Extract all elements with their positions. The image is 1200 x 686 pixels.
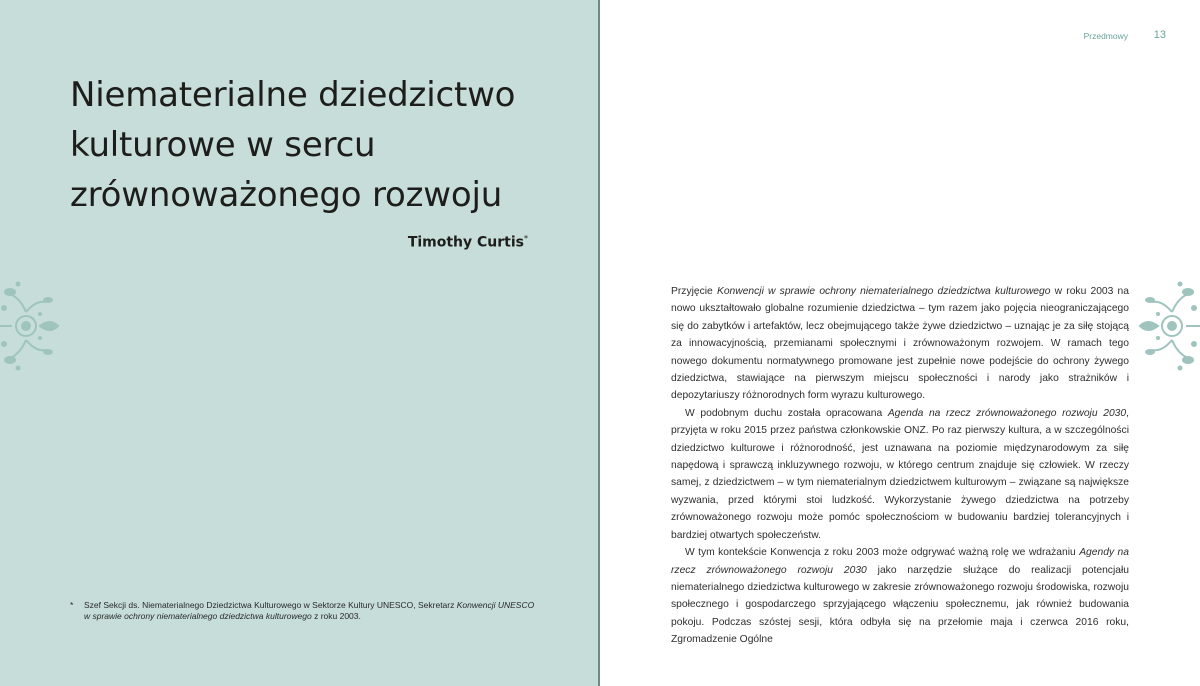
chapter-title-line-1: Niematerialne dziedzictwo (70, 75, 516, 115)
paragraph-italic-title: Agendy na rzecz zrównoważonego rozwoju 2030 (671, 547, 1129, 576)
running-head: Przedmowy (1083, 31, 1128, 41)
chapter-title-line-3: zrównoważonego rozwoju (70, 175, 503, 215)
chapter-title (70, 70, 570, 220)
paragraph-text: , przyjęta w roku 2015 przez państwa członkowskie ONZ. Po raz pierwszy kultura, a w szczególności dziedzictwo kulturowe i różnorodność, jest uznawana na poziomie międzynarodowym za siłę napędową i sprawczą inkluzywnego rozwoju, w którego centrum znajduje się człowiek. W rzeczy samej, z dziedzictwem – w tym niematerialnym dziedzictwem kulturowym – związane są największe wyzwania, przed którymi stoi ludzkość. Wykorzystanie żywego dziedzictwa na potrzeby zrównoważonego rozwoju może pomóc społecznościom w budowaniu bardziej tolerancyjnych i bardziej otwartych społeczeństw. (671, 407, 1129, 541)
paragraph (671, 405, 1129, 544)
author-footnote-mark: * (524, 234, 528, 243)
page-number: 13 (1153, 29, 1166, 41)
chapter-title-line-2: kulturowe w sercu (70, 125, 376, 165)
paragraph-text: W podobnym duchu została opracowana (685, 407, 888, 419)
paragraph (671, 544, 1129, 648)
author-byline (408, 234, 528, 251)
left-page (0, 0, 598, 686)
paragraph-text: Przyjęcie (671, 286, 717, 297)
footnote (70, 600, 540, 622)
paragraph-italic-title: Konwencji w sprawie ochrony niematerialnego dziedzictwa kulturowego (716, 286, 1051, 297)
footnote-text-part-1: Szef Sekcji ds. Niematerialnego Dziedzictwa Kulturowego w Sektorze Kultury UNESCO, Sekretarz (84, 600, 457, 610)
paragraph-text: w roku 2003 na nowo ukształtowało globalne rozumienie dziedzictwa – tym razem jako pojęcia nieograniczającego się do zabytków i artefaktów, lecz obejmującego także żywe dziedzictwo – uznając je za siłę stojącą za innowacyjnością, przemianami społecznymi i zrównoważonym rozwojem. W ramach tego nowego dokumentu normatywnego promowane jest zupełnie nowe podejście do ochrony żywego dziedzictwa, stawiające na pierwszym miejscu społeczności i narody jako strażników i depozytariuszy różnorodnych form wyrazu kulturowego. (671, 286, 1129, 402)
footnote-mark: * (70, 600, 74, 610)
paragraph-italic-title: Agenda na rzecz zrównoważonego rozwoju 2030 (887, 407, 1127, 419)
footnote-text (84, 600, 540, 622)
footnote-italic-title: Konwencji UNESCO w sprawie ochrony niematerialnego dziedzictwa kulturowego (84, 600, 535, 621)
author-name: Timothy Curtis (407, 234, 524, 251)
footnote-text-part-2: z roku 2003. (311, 611, 361, 621)
paragraph-text: W tym kontekście Konwencja z roku 2003 może odgrywać ważną rolę we wdrażaniu (685, 547, 1080, 559)
body-text (671, 283, 1129, 649)
paragraph-text: jako narzędzie służące do realizacji potencjału niematerialnego dziedzictwa kulturowego w zakresie zrównoważonego rozwoju środowiska, rozwoju społecznego i gospodarczego sprzyjającego włączeniu społecznemu, jak również budowania pokoju. Podczas szóstej sesji, która odbyła się na przełomie maja i czerwca 2016 roku, Zgromadzenie Ogólne (671, 564, 1129, 646)
folk-flower-ornament-icon (1136, 278, 1200, 374)
folk-flower-ornament-icon (0, 278, 64, 374)
paragraph (671, 283, 1129, 405)
